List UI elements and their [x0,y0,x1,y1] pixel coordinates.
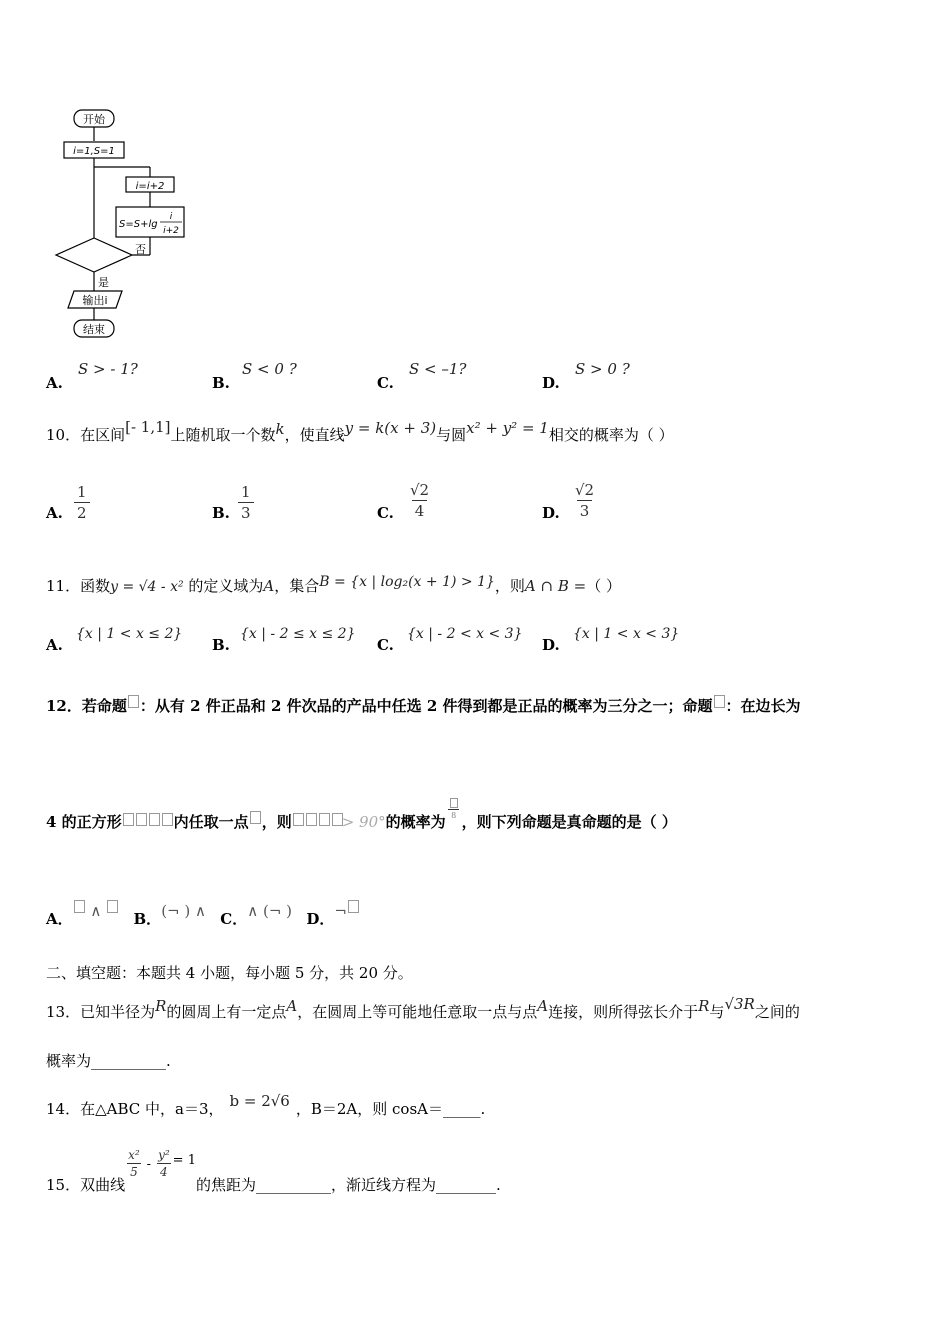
q10-stem [46,418,674,445]
q9-option-c: S < –1? [409,360,467,378]
fraction-denominator: 3 [577,500,593,520]
q12-angle-condition: > 90° [341,813,386,831]
fraction-numerator: √2 [410,481,430,499]
q15-fraction-x [125,1148,143,1179]
flowchart-update-den: i+2 [163,226,179,236]
q10-option-d-label: D. [542,504,560,522]
q12-text: ，则 [261,813,292,831]
q12-line-1 [46,695,801,716]
q10-text: 与圆 [436,426,467,444]
q10-k: k [275,420,285,438]
q12-text: 12．若命题 [46,697,127,715]
q9-option-c-label: C. [377,374,394,392]
q9-option-b: S < 0 ? [242,360,297,378]
fraction-denominator: 4 [412,500,428,520]
q10-line-equation: y = k(x + 3) [344,419,437,437]
q11-option-b: {x | - 2 ≤ x ≤ 2} [240,626,356,642]
q10-option-c-label: C. [377,504,394,522]
fraction-denominator: 4 [157,1163,171,1179]
q13-point: A [286,997,298,1015]
q9-option-d: S > 0 ? [575,360,630,378]
flowchart-update-num: i [169,212,173,222]
q12-option-d-label: D． [306,910,335,928]
flowchart-start-label: 开始 [83,113,105,126]
q13-line-2: 概率为__________. [46,1052,171,1070]
fraction-numerator: 1 [241,483,251,501]
q12-line-2 [46,811,677,834]
q12-option-d: ¬ [334,902,347,920]
q15-text: 的焦距为__________，渐近线方程为________. [195,1175,501,1194]
q10-text: 上随机取一个数 [170,426,276,444]
q13-sqrt3r: √3R [724,995,755,1013]
q11-text: 的定义域为 [188,577,264,595]
q9-option-b-label: B. [212,374,230,392]
q10-option-a-label: A. [46,504,63,522]
fraction-denominator: 3 [238,502,254,522]
q13-text: 与 [709,1003,725,1021]
section-2-heading: 二、填空题：本题共 4 小题，每小题 5 分，共 20 分。 [46,964,413,982]
flowchart-increment-label: i=i+2 [135,181,165,192]
q10-option-c [407,481,432,520]
flowchart-end-label: 结束 [83,323,105,336]
q15-stem [46,1148,501,1194]
q12-option-a: ∧ [90,902,102,920]
missing-glyph-icon [714,695,725,708]
missing-glyph-icon [128,695,139,708]
q14-text: ，B＝2A，则 cosA＝_____. [295,1100,486,1118]
q13-stem [46,995,800,1022]
q11-text: ，则 [494,577,525,595]
q11-set-b: B = {x | log₂(x + 1) > 1} [319,574,495,590]
q11-option-b-label: B. [212,636,230,654]
q10-option-b [238,483,254,522]
q9-option-d-label: D. [542,374,560,392]
q11-option-d-label: D. [542,636,560,654]
q13-text: 13．已知半径为 [46,1003,156,1021]
q11-option-d: {x | 1 < x < 3} [573,626,680,642]
q11-option-c: {x | - 2 < x < 3} [407,626,523,642]
q13-text: 之间的 [754,1003,800,1021]
q13-text: ，在圆周上等可能地任意取一点与点 [297,1003,538,1021]
q11-stem [46,575,621,596]
fraction-numerator: x² [128,1148,140,1162]
q10-option-d [572,481,597,520]
fraction-denominator: 5 [127,1163,141,1179]
q9-option-a: S > - 1? [78,360,138,378]
flowchart-decision [56,238,132,272]
fraction-numerator: √2 [575,481,595,499]
q11-option-a-label: A. [46,636,63,654]
q10-number: 10．在区间 [46,426,126,444]
q13-radius: R [155,997,167,1015]
q14-text: 14．在△ABC 中，a＝3， [46,1100,224,1118]
q12-option-b-label: B． [133,910,162,928]
q11-option-c-label: C. [377,636,394,654]
q12-text: 4 的正方形 [46,813,122,831]
q10-interval: [- 1,1] [125,418,171,436]
missing-glyph-icon [250,811,261,824]
q10-text: 相交的概率为（ ） [548,426,674,444]
q12-text: ：从有 2 件正品和 2 件次品的产品中任选 2 件得到都是正品的概率为三分之一；命题 [139,697,713,715]
fraction-denominator: 8 [448,809,459,820]
q11-text: ，集合 [274,577,320,595]
q15-minus: - [146,1156,152,1172]
q10-circle-equation: x² + y² = 1 [466,419,549,437]
q11-set-a: A [263,577,275,595]
fraction-numerator: 1 [77,483,87,501]
q14-b-value: b = 2√6 [229,1092,290,1110]
flowchart-init-label: i=1,S=1 [73,146,115,157]
q15-equals: = 1 [172,1152,196,1168]
q15-fraction-y [155,1148,173,1179]
q12-option-c-label: C． [220,910,248,928]
q9-option-a-label: A. [46,374,63,392]
q11-option-a: {x | 1 < x ≤ 2} [76,626,183,642]
q12-square-name [122,813,174,831]
q12-text: ，则下列命题是真命题的是（ ） [461,813,677,831]
q10-text: ，使直线 [284,426,345,444]
q10-option-a [74,483,90,522]
q15-text: 15．双曲线 [46,1175,126,1194]
q12-option-b: (¬ ) ∧ [161,902,206,920]
q13-radius: R [698,997,710,1015]
q12-option-c: ∧ (¬ ) [247,902,293,920]
fraction-numerator: y² [158,1148,170,1162]
q10-option-b-label: B. [212,504,230,522]
q11-expression: A ∩ B = [524,577,587,595]
q13-text: 连接，则所得弦长介于 [548,1003,699,1021]
q11-text: （ ） [586,577,621,595]
fraction-denominator: 2 [74,502,90,522]
q11-function: y = √4 - x² [110,579,184,595]
flowchart-output-label: 输出i [82,294,108,307]
q14-stem [46,1092,486,1119]
q13-text: 的圆周上有一定点 [166,1003,287,1021]
q12-text: ：在边长为 [725,697,801,715]
flowchart-no-label: 否 [135,243,146,256]
q12-angle-name [292,813,342,831]
q12-options [46,902,360,929]
q12-option-a-label: A． [46,910,73,928]
q12-text: 的概率为 [385,813,446,831]
flowchart-yes-label: 是 [98,276,109,289]
q13-point: A [537,997,549,1015]
flowchart-update-label: S=S+lg [119,219,158,230]
q12-text: 内任取一点 [173,813,249,831]
q11-number: 11．函数 [46,577,111,595]
flowchart [50,105,200,345]
q12-probability-fraction [446,798,462,820]
